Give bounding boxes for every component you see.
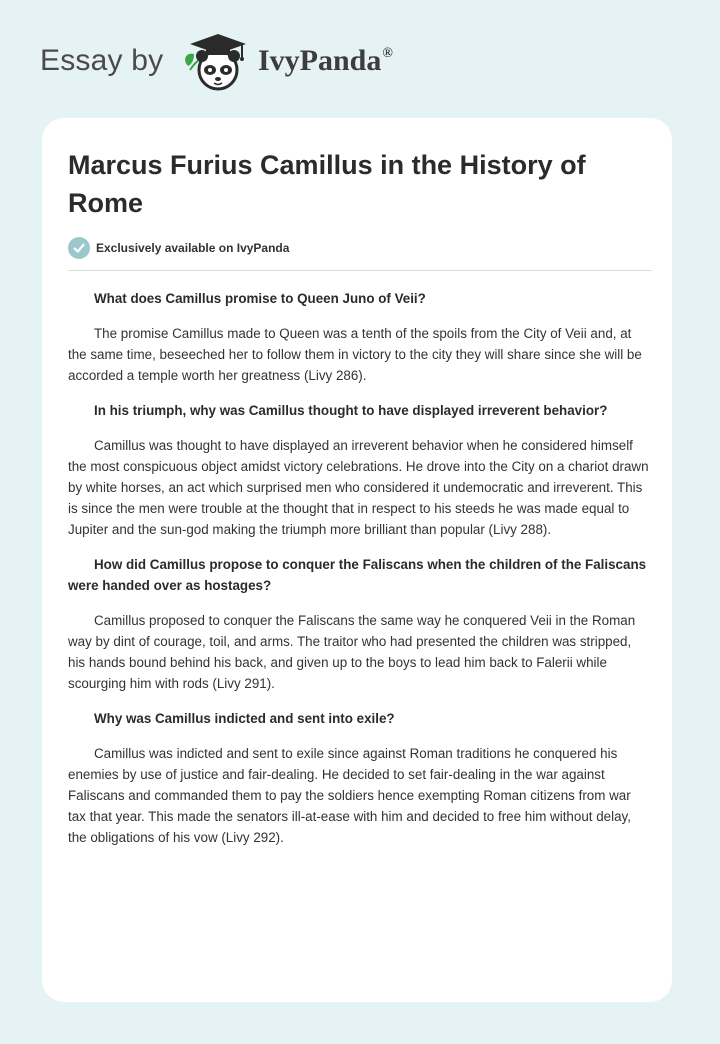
site-header xyxy=(0,0,720,118)
brand-name xyxy=(258,44,392,78)
brand-text: IvyPanda xyxy=(258,44,382,77)
question-2: In his triumph, why was Camillus thought to have displayed irreverent behavior? xyxy=(94,403,608,418)
essay-body xyxy=(68,288,652,862)
question-1: What does Camillus promise to Queen Juno of Veii? xyxy=(94,291,426,306)
essay-card xyxy=(42,118,672,1002)
question-4: Why was Camillus indicted and sent into exile? xyxy=(94,711,395,726)
page-title: Marcus Furius Camillus in the History of Rome xyxy=(68,150,586,218)
exclusive-text: Exclusively available on IvyPanda xyxy=(96,241,290,255)
exclusive-badge xyxy=(68,236,289,260)
registered-mark: ® xyxy=(382,46,393,61)
answer-1: The promise Camillus made to Queen was a tenth of the spoils from the City of Veii and, at the same time, beseeched her to follow them in victory to the city they will share since she will be accorded a temple worth her greatness (Livy 286). xyxy=(68,326,642,383)
answer-4: Camillus was indicted and sent to exile since against Roman traditions he conquered his enemies by use of justice and fair-dealing. He decided to set fair-dealing in the war against Faliscans and commanded them to pay the soldiers hence exempting Roman citizens from war tax that year. This made the senators ill-at-ease with him and decided to free him without delay, the obligations of his vow (Livy 292). xyxy=(68,746,631,845)
divider xyxy=(68,270,652,271)
panda-logo-icon xyxy=(180,30,252,94)
essay-by-label: Essay by xyxy=(40,44,164,77)
answer-3: Camillus proposed to conquer the Faliscans the same way he conquered Veii in the Roman way by dint of courage, toil, and arms. The traitor who had presented the children was stripped, his hands bound behind his back, and given up to the boys to lead him back to Falerii while scourging him with rods (Livy 291). xyxy=(68,613,636,691)
question-3: How did Camillus propose to conquer the Faliscans when the children of the Faliscans were handed over as hostages? xyxy=(68,557,647,593)
answer-2: Camillus was thought to have displayed an irreverent behavior when he considered himself the most conspicuous object amidst victory celebrations. He drove into the City on a chariot drawn by white horses, an act which surprised men who considered it undemocratic and irreverent. This is since the men were trouble at the thought that in respect to his steeds he was made equal to Jupiter and the sun-god making the triumph more brilliant than popular (Livy 288). xyxy=(68,438,649,537)
check-circle-icon xyxy=(68,237,90,259)
